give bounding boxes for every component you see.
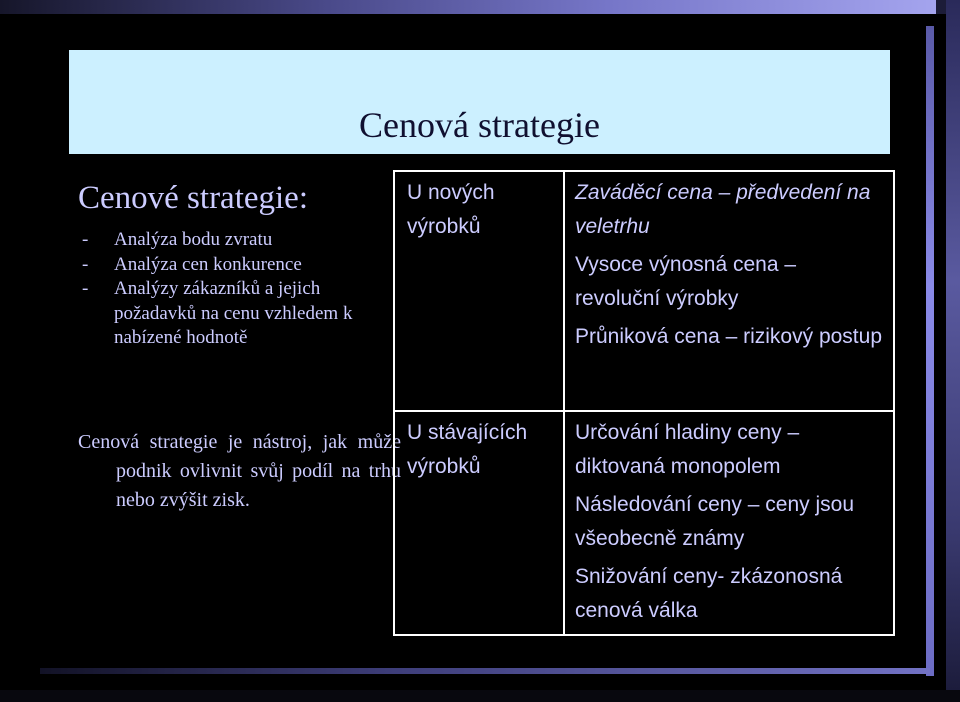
right-decor-bar-inner: [926, 26, 934, 676]
row-label-new-products: U nových výrobků: [394, 171, 564, 411]
right-decor-bar-outer: [946, 0, 960, 702]
strategy-entry: Následování ceny – ceny jsou všeobecně známy: [575, 493, 854, 550]
bullet-text: Analýza cen konkurence: [114, 253, 302, 275]
list-item: [82, 228, 382, 253]
strategy-entry: Průniková cena – rizikový postup: [575, 325, 882, 348]
bottom-decor-bar: [40, 668, 930, 674]
title-box: [69, 50, 890, 154]
strategy-table: [393, 170, 895, 636]
strategy-entry: Zaváděcí cena – předvedení na veletrhu: [575, 181, 871, 238]
top-decor-bar: [0, 0, 936, 14]
left-heading: Cenové strategie:: [78, 180, 309, 216]
table-row: [394, 411, 894, 635]
strategy-entry: Vysoce výnosná cena – revoluční výrobky: [575, 253, 797, 310]
bullet-dash: -: [82, 278, 89, 299]
bullet-list: [82, 228, 382, 351]
list-item: [82, 253, 382, 278]
bullet-text: Analýzy zákazníků a jejich požadavků na cenu vzhledem k nabízené hodnotě: [114, 278, 353, 348]
summary-paragraph: Cenová strategie je nástroj, jak může podnik ovlivnit svůj podíl na trhu nebo zvýšit zisk.: [78, 431, 401, 511]
bottom-decor-strip: [0, 690, 960, 702]
strategy-entry: Určování hladiny ceny – diktovaná monopolem: [575, 421, 800, 478]
bullet-dash: -: [82, 229, 89, 250]
table-row: [394, 171, 894, 411]
bullet-text: Analýza bodu zvratu: [114, 229, 273, 250]
strategy-entry: Snižování ceny- zkázonosná cenová válka: [575, 565, 843, 622]
row-content-new-products: [564, 171, 894, 411]
row-content-existing-products: [564, 411, 894, 635]
slide-title: Cenová strategie: [359, 105, 600, 145]
bullet-dash: -: [82, 253, 89, 275]
row-label-existing-products: U stávajících výrobků: [394, 411, 564, 635]
list-item: [82, 277, 382, 351]
